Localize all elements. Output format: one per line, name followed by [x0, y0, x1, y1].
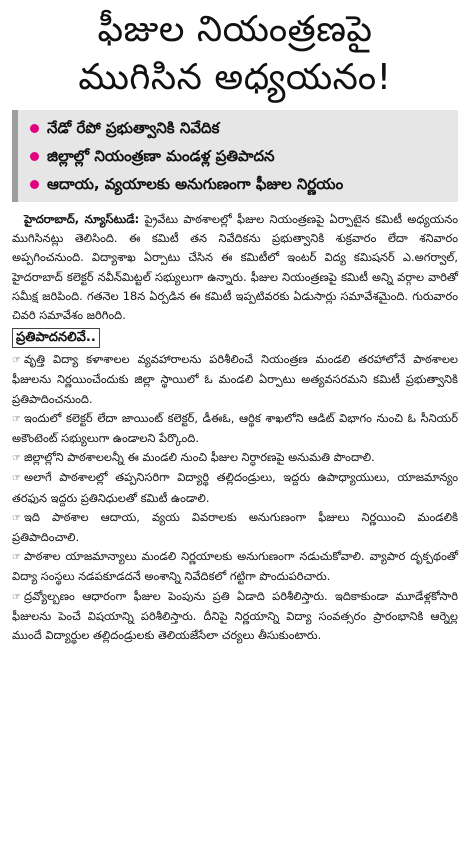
pointing-hand-icon: ☞ — [12, 552, 21, 564]
proposal-text: జిల్లాల్లోని పాఠశాలలన్నీ ఈ మండలి నుంచి ఫీజుల నిర్ధారణపై అనుమతి పొందాలి. — [23, 450, 375, 465]
highlight-text: ఆదాయ, వ్యయాలకు అనుగుణంగా ఫీజుల నిర్ణయం — [47, 175, 344, 193]
article-body — [12, 210, 458, 645]
lead-paragraph — [12, 210, 458, 325]
pointing-hand-icon: ☞ — [12, 591, 21, 603]
proposal-point — [12, 508, 458, 547]
pointing-hand-icon: ☞ — [12, 413, 21, 425]
headline-line-1: ఫీజుల నియంత్రణపై — [97, 9, 373, 50]
proposal-point — [12, 350, 458, 409]
bullet-dot-icon — [30, 152, 39, 161]
highlight-text: జిల్లాల్లో నియంత్రణా మండళ్ల ప్రతిపాదన — [47, 147, 275, 165]
proposal-point — [12, 448, 458, 468]
proposal-text: పాఠశాల యాజమాన్యాలు మండలి నిర్ణయాలకు అనుగుణంగా నడుచుకోవాలి. వ్యాపార దృక్పథంతో విద్యా సంస్థలు నడపకూడదనే అంశాన్ని నివేదికలో గట్టిగా పొందుపరిచారు. — [12, 549, 458, 584]
highlight-text: నేడో రేపో ప్రభుత్వానికి నివేదిక — [47, 119, 220, 137]
pointing-hand-icon: ☞ — [12, 473, 21, 485]
proposal-text: ద్రవ్యోల్బణం ఆధారంగా ఫీజుల పెంపును ప్రతి ఏడాది పరిశీలిస్తారు. ఇదికాకుండా మూడేళ్లకోసారి ఫీజులను పెంచే విషయాన్ని పరిశీలిస్తారు. దీనిపై నిర్ణయాన్ని విద్యా సంవత్సరం ప్రారంభానికి ఆర్నెల్ల ముందే విద్యార్థుల తల్లిదండ్రులకు తెలియజేసేలా చర్యలు తీసుకుంటారు. — [12, 588, 458, 643]
proposal-text: ఇందులో కలెక్టర్ లేదా జాయింట్ కలెక్టర్, డీఈఓ, ఆర్థిక శాఖలోని ఆడిట్ విభాగం నుంచి ఓ సీనియర్ అకౌంటెంట్ సభ్యులుగా ఉండాలని పేర్కొంది. — [12, 410, 458, 446]
proposal-text: ఇది పాఠశాల ఆదాయ, వ్యయ వివరాలకు అనుగుణంగా ఫీజులు నిర్ణయించి మండలికి ప్రతిపాదించాలి. — [12, 509, 458, 545]
proposals-subhead: ప్రతిపాదనలివే.. — [12, 328, 100, 348]
proposal-point — [12, 587, 458, 646]
bullet-dot-icon — [30, 180, 39, 189]
highlight-item — [24, 142, 450, 170]
pointing-hand-icon: ☞ — [12, 355, 21, 367]
proposal-point — [12, 409, 458, 448]
headline-line-2: ముగిసిన అధ్యయనం! — [78, 57, 392, 98]
proposal-point — [12, 468, 458, 507]
highlight-item — [24, 170, 450, 198]
pointing-hand-icon: ☞ — [12, 512, 21, 524]
highlight-item — [24, 114, 450, 142]
bullet-dot-icon — [30, 124, 39, 133]
proposal-point — [12, 547, 458, 586]
pointing-hand-icon: ☞ — [12, 453, 21, 465]
proposal-text: వృత్తి విద్యా కళాశాలల వ్యవహారాలను పరిశీలించే నియంత్రణ మండలి తరహాలోనే పాఠశాలల ఫీజులను నిర్ణయించేందుకు జిల్లా స్థాయిలో ఓ మండలి ఏర్పాటు అత్యవసరమని కమిటీ ప్రభుత్వానికి ప్రతిపాదించనుంది. — [12, 352, 458, 406]
highlights-box — [12, 110, 458, 202]
lead-text: ప్రైవేటు పాఠశాలల్లో ఫీజుల నియంత్రణపై ఏర్పాటైన కమిటీ అధ్యయనం ముగిసినట్లు తెలిసింది. ఈ కమిటీ తన నివేదికను ప్రభుత్వానికి శుక్రవారం లేదా శనివారం అప్పగించనుంది. విద్యాశాఖ ఏర్పాటు చేసిన ఈ కమిటీలో ఇంటర్ విద్య కమిషనర్ ఎ.అగర్వాల్, హైదరాబాద్ కలెక్టర్ నవీన్‌మిట్టల్ సభ్యులుగా ఉన్నారు. ఫీజుల నియంత్రణపై కమిటీ అన్ని వర్గాల వారితో సమీక్ష జరిపింది. గతనెల 18న ఏర్పడిన ఈ కమిటీ ఇప్పటివరకు ఏడుసార్లు సమావేశమైంది. గురువారం చివరి సమావేశం జరిగింది. — [12, 212, 458, 323]
proposal-text: అలాగే పాఠశాలల్లో తప్పనిసరిగా విద్యార్థి తల్లిదండ్రులు, ఇద్దరు ఉపాధ్యాయులు, యాజమాన్యం తరఫున ఇద్దరు ప్రతినిధులతో కమిటీ ఉండాలి. — [12, 470, 458, 505]
dateline: హైదరాబాద్, న్యూస్‌టుడే: — [24, 212, 140, 226]
